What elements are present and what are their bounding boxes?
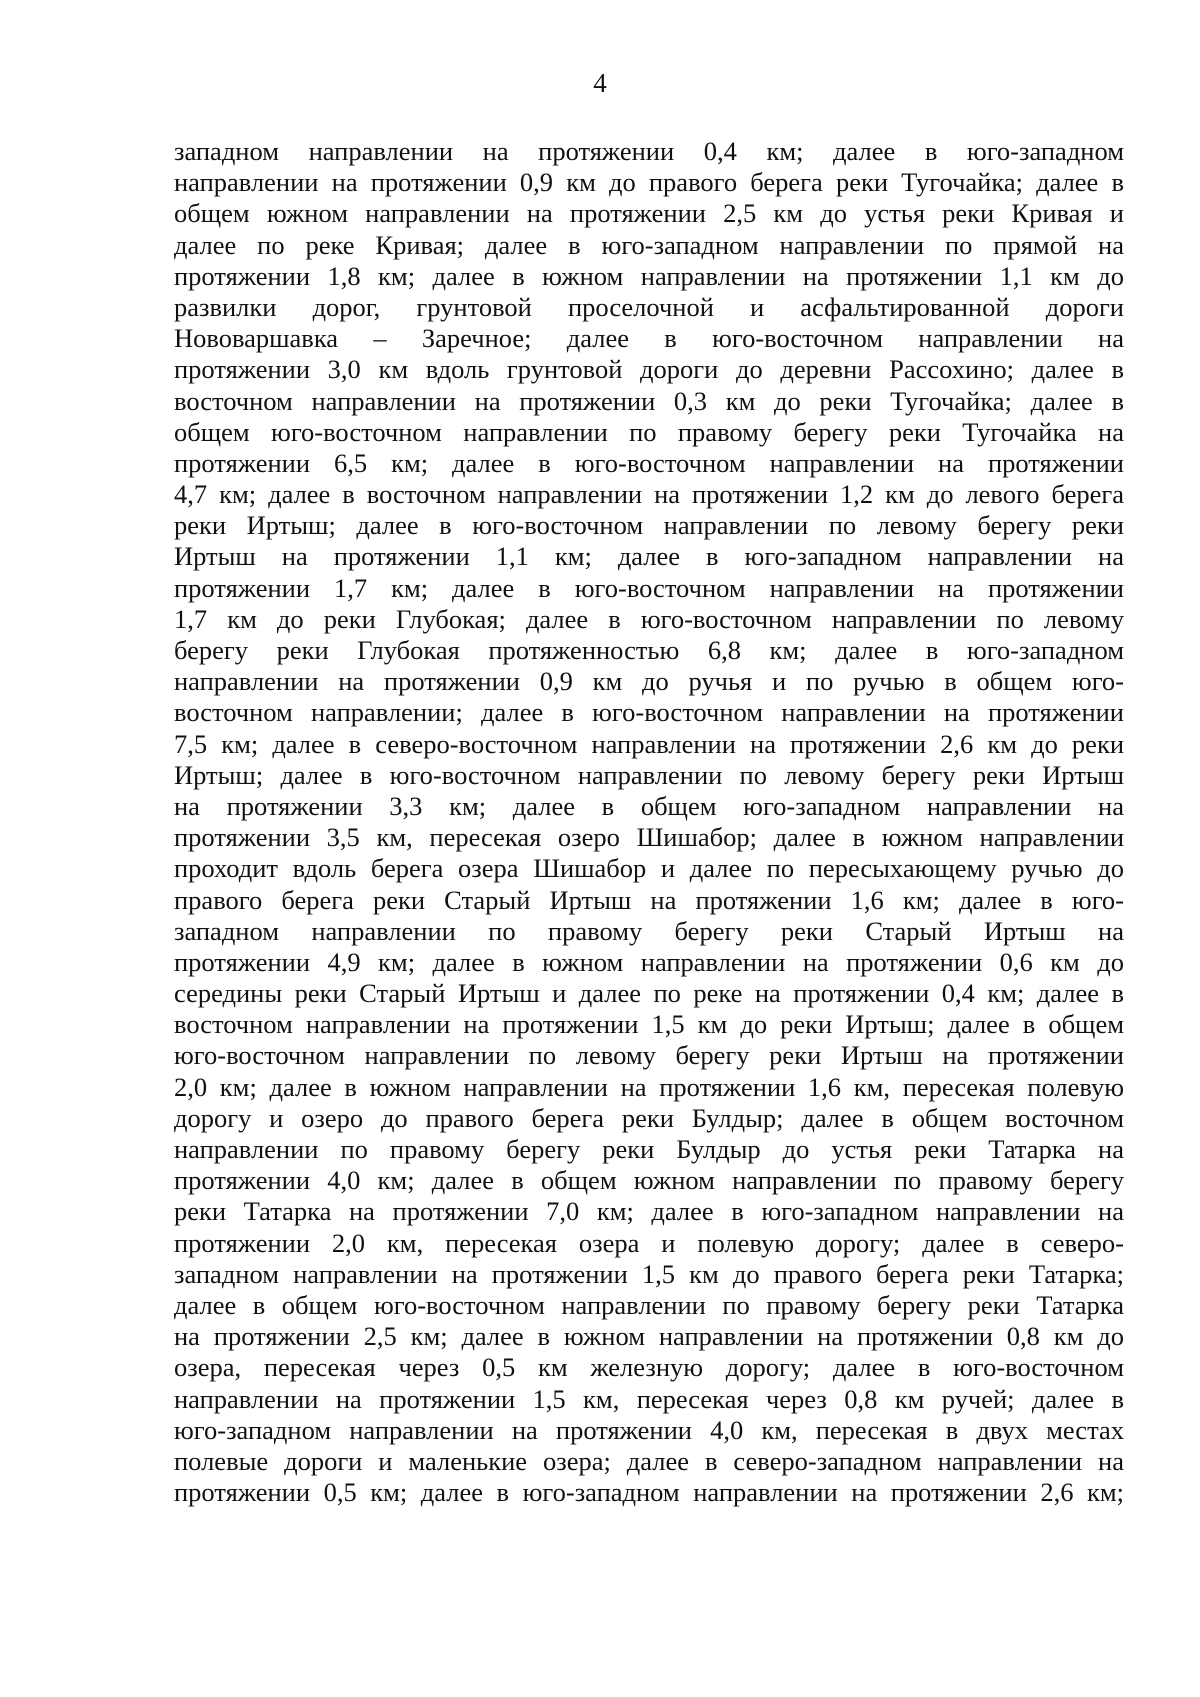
text-line: дорогу и озеро до правого берега реки Булдыр; далее в общем восточном <box>174 1102 1124 1133</box>
text-line: протяжении 6,5 км; далее в юго-восточном направлении на протяжении <box>174 447 1124 478</box>
text-line: общем юго-восточном направлении по правому берегу реки Тугочайка на <box>174 416 1124 447</box>
text-line: протяжении 4,9 км; далее в южном направлении на протяжении 0,6 км до <box>174 946 1124 977</box>
text-line: озера, пересекая через 0,5 км железную дорогу; далее в юго-восточном <box>174 1352 1124 1383</box>
text-line: направлении на протяжении 0,9 км до правого берега реки Тугочайка; далее в <box>174 167 1124 198</box>
text-line: на протяжении 3,3 км; далее в общем юго-западном направлении на <box>174 790 1124 821</box>
text-line: западном направлении по правому берегу реки Старый Иртыш на <box>174 915 1124 946</box>
text-line: протяжении 1,7 км; далее в юго-восточном направлении на протяжении <box>174 572 1124 603</box>
text-line: далее в общем юго-восточном направлении по правому берегу реки Татарка <box>174 1289 1124 1320</box>
text-line: юго-восточном направлении по левому берегу реки Иртыш на протяжении <box>174 1040 1124 1071</box>
text-line: протяжении 3,0 км вдоль грунтовой дороги до деревни Рассохино; далее в <box>174 354 1124 385</box>
text-line: протяжении 0,5 км; далее в юго-западном направлении на протяжении 2,6 км; <box>174 1477 1124 1508</box>
text-line: далее по реке Кривая; далее в юго-западном направлении по прямой на <box>174 229 1124 260</box>
text-line: 2,0 км; далее в южном направлении на протяжении 1,6 км, пересекая полевую <box>174 1071 1124 1102</box>
text-line: восточном направлении на протяжении 0,3 км до реки Тугочайка; далее в <box>174 385 1124 416</box>
text-line: реки Татарка на протяжении 7,0 км; далее в юго-западном направлении на <box>174 1196 1124 1227</box>
text-line: протяжении 2,0 км, пересекая озера и полевую дорогу; далее в северо- <box>174 1227 1124 1258</box>
text-line: Иртыш на протяжении 1,1 км; далее в юго-западном направлении на <box>174 541 1124 572</box>
text-line: восточном направлении; далее в юго-восточном направлении на протяжении <box>174 697 1124 728</box>
text-line: проходит вдоль берега озера Шишабор и далее по пересыхающему ручью до <box>174 853 1124 884</box>
text-line: на протяжении 2,5 км; далее в южном направлении на протяжении 0,8 км до <box>174 1321 1124 1352</box>
text-line: протяжении 3,5 км, пересекая озеро Шишабор; далее в южном направлении <box>174 822 1124 853</box>
body-paragraph <box>174 136 1124 1508</box>
text-line: 4,7 км; далее в восточном направлении на протяжении 1,2 км до левого берега <box>174 479 1124 510</box>
text-line: реки Иртыш; далее в юго-восточном направлении по левому берегу реки <box>174 510 1124 541</box>
page-number: 4 <box>593 68 607 98</box>
text-line: 1,7 км до реки Глубокая; далее в юго-восточном направлении по левому <box>174 603 1124 634</box>
text-line: Иртыш; далее в юго-восточном направлении по левому берегу реки Иртыш <box>174 759 1124 790</box>
text-line: развилки дорог, грунтовой проселочной и асфальтированной дороги <box>174 291 1124 322</box>
text-line: берегу реки Глубокая протяженностью 6,8 км; далее в юго-западном <box>174 635 1124 665</box>
text-line: общем южном направлении на протяжении 2,5 км до устья реки Кривая и <box>174 198 1124 229</box>
text-line: направлении по правому берегу реки Булдыр до устья реки Татарка на <box>174 1134 1124 1164</box>
text-line: полевые дороги и маленькие озера; далее в северо-западном направлении на <box>174 1445 1124 1476</box>
text-line: западном направлении на протяжении 0,4 км; далее в юго-западном <box>174 136 1124 166</box>
text-line: Нововаршавка – Заречное; далее в юго-восточном направлении на <box>174 323 1124 354</box>
text-line: правого берега реки Старый Иртыш на протяжении 1,6 км; далее в юго- <box>174 884 1124 915</box>
text-line: восточном направлении на протяжении 1,5 км до реки Иртыш; далее в общем <box>174 1009 1124 1040</box>
text-line: юго-западном направлении на протяжении 4,0 км, пересекая в двух местах <box>174 1414 1124 1445</box>
text-line: западном направлении на протяжении 1,5 км до правого берега реки Татарка; <box>174 1258 1124 1289</box>
text-line: 7,5 км; далее в северо-восточном направлении на протяжении 2,6 км до реки <box>174 728 1124 759</box>
text-line: направлении на протяжении 0,9 км до ручья и по ручью в общем юго- <box>174 666 1124 697</box>
text-line: середины реки Старый Иртыш и далее по реке на протяжении 0,4 км; далее в <box>174 978 1124 1009</box>
text-line: протяжении 4,0 км; далее в общем южном направлении по правому берегу <box>174 1165 1124 1196</box>
text-line: протяжении 1,8 км; далее в южном направлении на протяжении 1,1 км до <box>174 260 1124 291</box>
text-line: направлении на протяжении 1,5 км, пересекая через 0,8 км ручей; далее в <box>174 1383 1124 1414</box>
